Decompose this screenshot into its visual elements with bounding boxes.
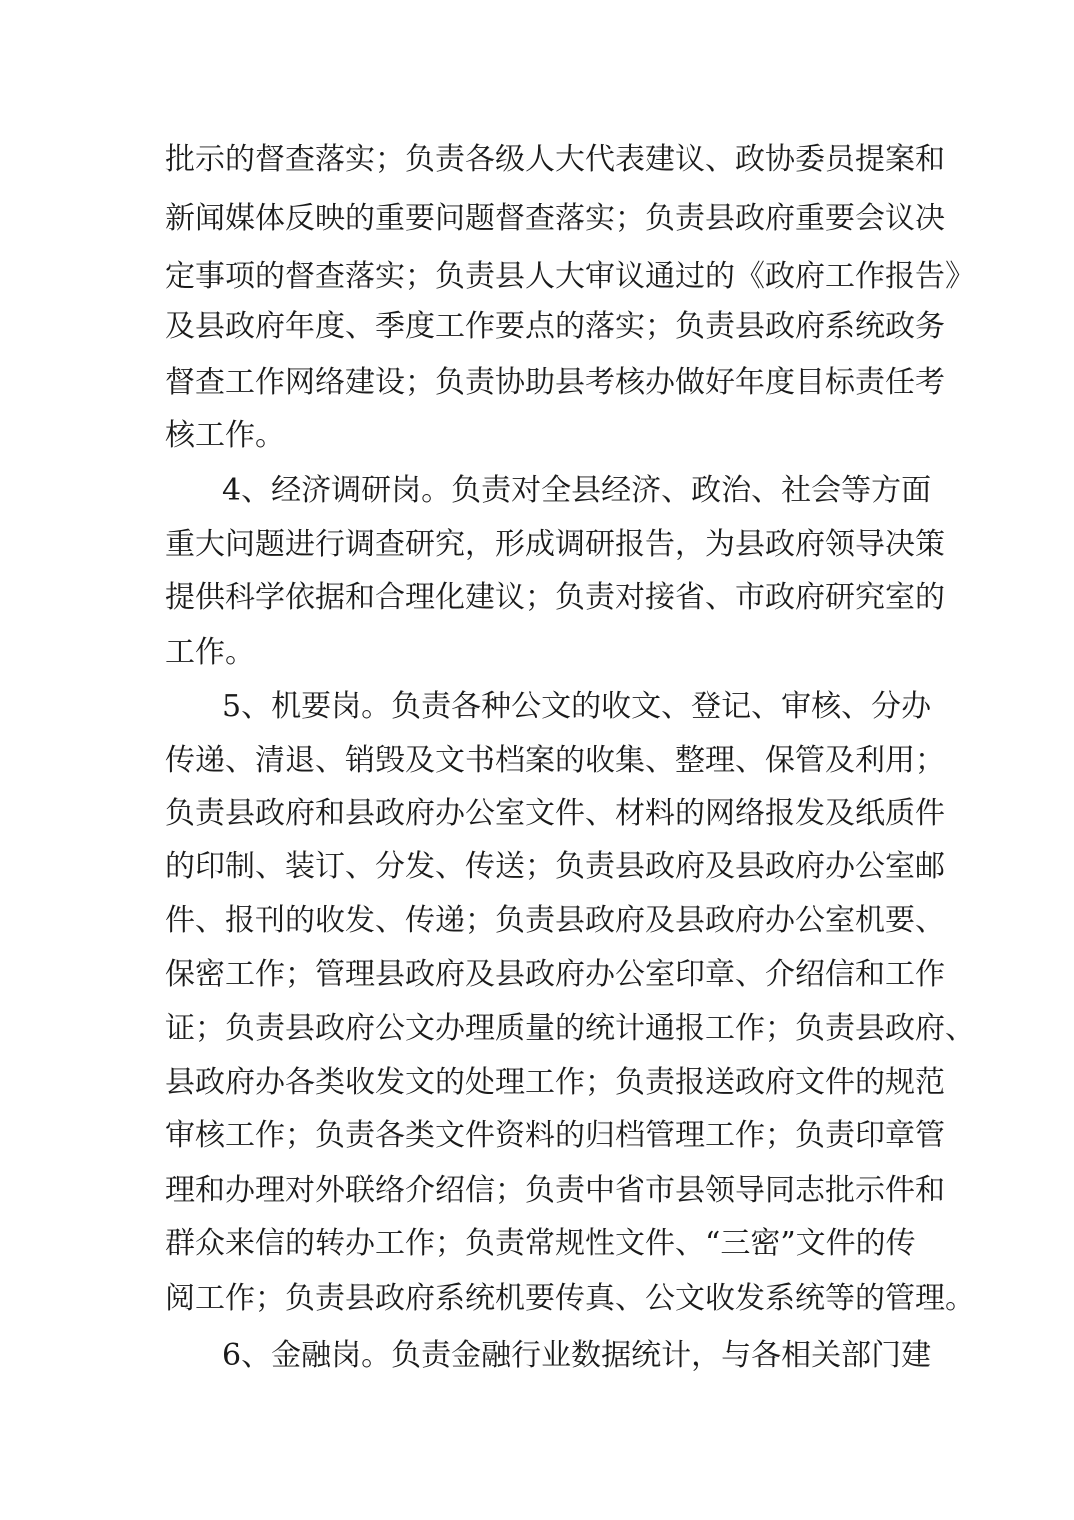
paragraph-heading-line: 5、机要岗。负责各种公文的收文、登记、审核、分办: [222, 689, 932, 724]
text-line: 证；负责县政府公文办理质量的统计通报工作；负责县政府、: [165, 1011, 975, 1046]
text-line: 传递、清退、销毁及文书档案的收集、整理、保管及利用；: [165, 743, 945, 778]
text-line: 理和办理对外联络介绍信；负责中省市县领导同志批示件和: [165, 1173, 945, 1208]
text-line: 重大问题进行调查研究，形成调研报告，为县政府领导决策: [165, 527, 945, 562]
text-line: 提供科学依据和合理化建议；负责对接省、市政府研究室的: [165, 580, 945, 615]
paragraph-heading-line: 6、金融岗。负责金融行业数据统计，与各相关部门建: [222, 1338, 932, 1373]
text-line: 阅工作；负责县政府系统机要传真、公文收发系统等的管理。: [165, 1281, 975, 1316]
text-line: 批示的督查落实；负责各级人大代表建议、政协委员提案和: [165, 142, 945, 177]
text-line: 新闻媒体反映的重要问题督查落实；负责县政府重要会议决: [165, 201, 945, 236]
text-line: 县政府办各类收发文的处理工作；负责报送政府文件的规范: [165, 1065, 945, 1100]
text-line: 件、报刊的收发、传递；负责县政府及县政府办公室机要、: [165, 903, 945, 938]
paragraph-heading-line: 4、经济调研岗。负责对全县经济、政治、社会等方面: [222, 473, 932, 508]
text-line: 工作。: [165, 635, 255, 670]
text-line: 保密工作；管理县政府及县政府办公室印章、介绍信和工作: [165, 957, 945, 992]
text-line: 的印制、装订、分发、传送；负责县政府及县政府办公室邮: [165, 849, 945, 884]
text-line: 核工作。: [165, 418, 285, 453]
text-line: 审核工作；负责各类文件资料的归档管理工作；负责印章管: [165, 1118, 945, 1153]
text-line: 定事项的督查落实；负责县人大审议通过的《政府工作报告》: [165, 259, 975, 294]
text-line: 督查工作网络建设；负责协助县考核办做好年度目标责任考: [165, 365, 945, 400]
text-line: 负责县政府和县政府办公室文件、材料的网络报发及纸质件: [165, 796, 945, 831]
text-line: 及县政府年度、季度工作要点的落实；负责县政府系统政务: [165, 309, 945, 344]
text-line: 群众来信的转办工作；负责常规性文件、“三密”文件的传: [165, 1226, 916, 1261]
